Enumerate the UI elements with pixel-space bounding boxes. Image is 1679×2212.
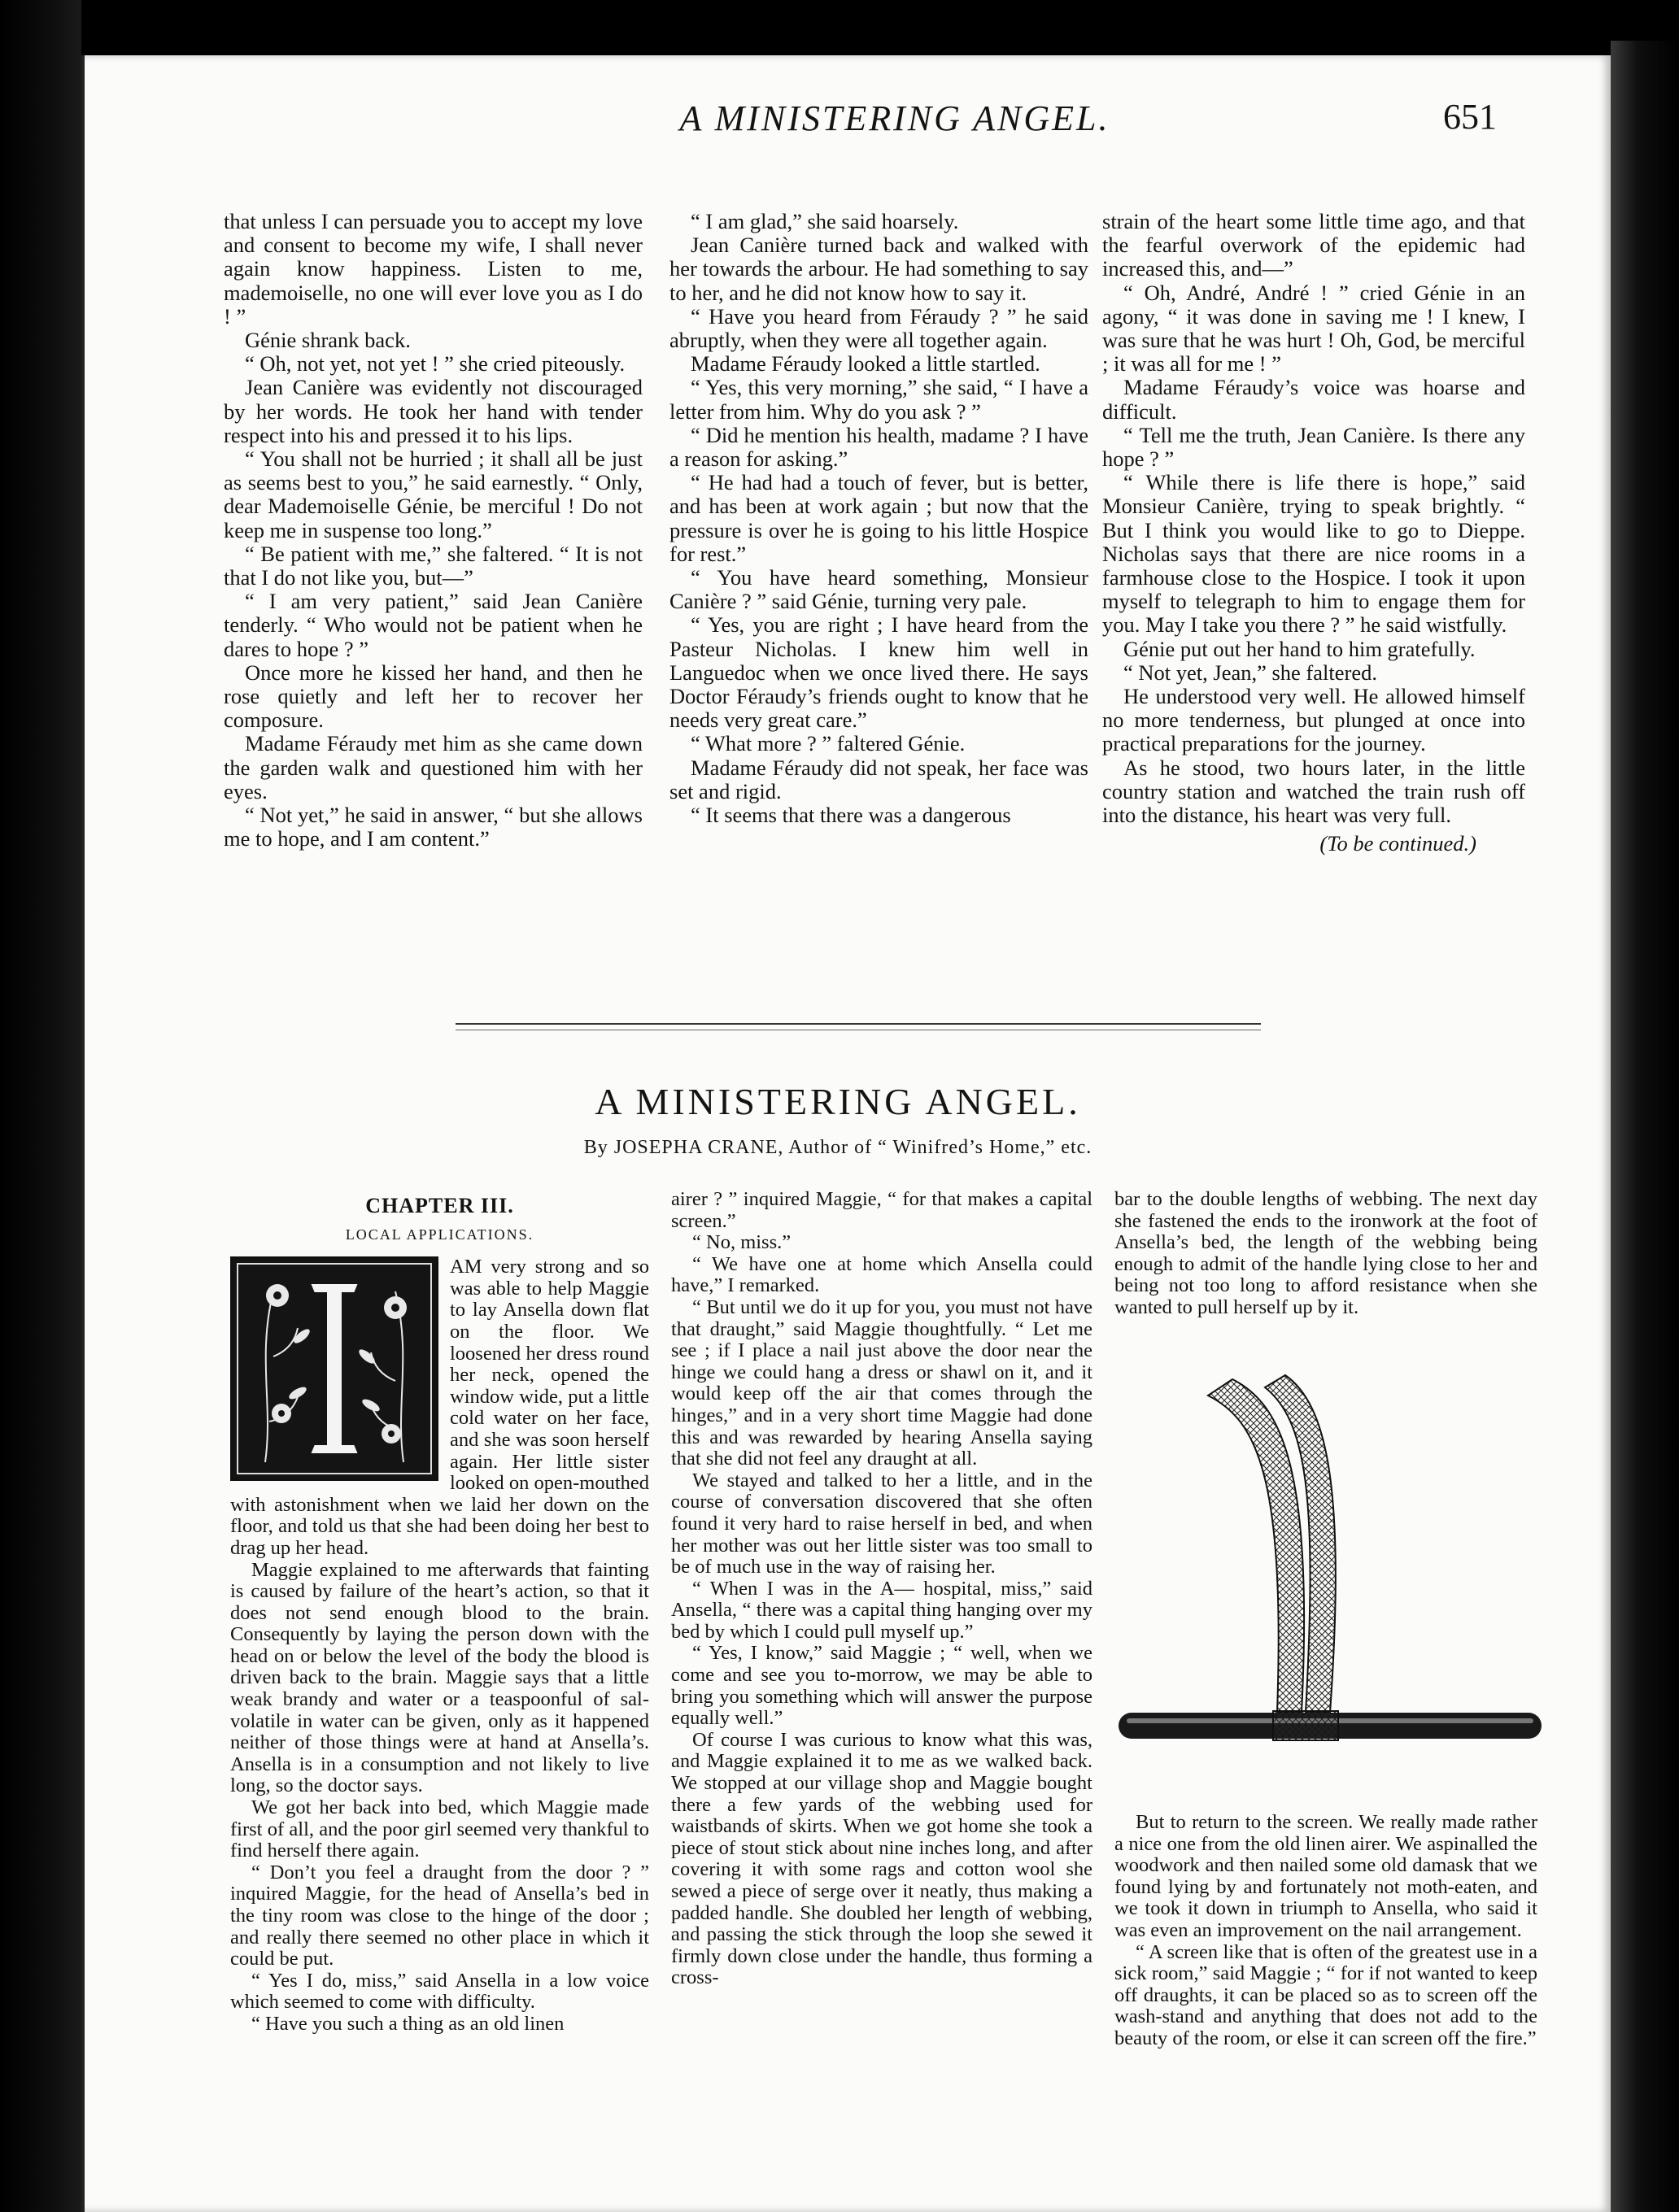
paragraph: “ Yes I do, miss,” said Ansella in a low voice which seemed to come with difficulty.	[230, 1969, 649, 2014]
paragraph: “ Be patient with me,” she faltered. “ It is not that I do not like you, but—”	[224, 541, 643, 590]
paragraph: “ Did he mention his health, madame ? I have a reason for asking.”	[669, 422, 1088, 472]
gutter-line	[81, 55, 85, 2212]
paragraph: Jean Canière turned back and walked with her towards the arbour. He had something to say to her, and he did not know how to say it.	[669, 233, 1088, 305]
paragraph: Of course I was curious to know what this was, and Maggie explained it to me as we walked back. We stopped at our village shop and Maggie bought there a few yards of the webbing used for waistbands of skirts. When we got home she took a piece of stout stick about nine inches long, and after covering it with some rags and cotton wool she sewed a piece of serge over it neatly, thus making a padded handle. She doubled her length of webbing, and passing the stick through the loop she sewed it firmly down close under the handle, thus forming a cross-	[671, 1728, 1092, 1989]
paragraph: Génie shrank back.	[245, 328, 411, 353]
paragraph: airer ? ” inquired Maggie, “ for that makes a capital screen.”	[671, 1188, 1092, 1232]
paragraph: He understood very well. He allowed himself no more tenderness, but plunged at once into practical preparations for the journey.	[1102, 684, 1525, 756]
paragraph: We stayed and talked to her a little, and in the course of conversation discovered that she often found it very hard to raise herself in bed, and when her mother was out her little sister was too small to be of much use in the way of raising her.	[671, 1469, 1092, 1578]
running-head: A MINISTERING ANGEL.	[679, 98, 1110, 138]
top-column-3	[1102, 210, 1525, 856]
paragraph: “ Not yet,” he said in answer, “ but she allows me to hope, and I am content.”	[224, 803, 643, 851]
paragraph: “ A screen like that is often of the greatest use in a sick room,” said Maggie ; “ for if not wanted to keep off draughts, it can be placed so as to screen off the wash-stand and anything that does not add to the beauty of the room, or else it can screen off the fire.”	[1114, 1940, 1537, 2049]
top-column-2	[669, 210, 1088, 827]
paragraph: “ No, miss.”	[692, 1231, 792, 1254]
paragraph: Jean Canière was evidently not discouraged by her words. He took her hand with tender respect into his and pressed it to his lips.	[224, 375, 643, 447]
paragraph: Génie put out her hand to him gratefully.	[1123, 636, 1476, 661]
page-number: 651	[1443, 97, 1497, 137]
paragraph: that unless I can persuade you to accept my love and consent to become my wife, I shall never again know happiness. Listen to me, mademoiselle, no one will ever love you as I do ! ”	[224, 209, 643, 329]
article-column-1	[230, 1195, 649, 2036]
book-edge	[1611, 41, 1679, 2212]
paragraph: Madame Féraudy did not speak, her face was set and rigid.	[669, 755, 1088, 803]
paragraph: Madame Féraudy’s voice was hoarse and difficult.	[1102, 375, 1525, 424]
article-column-3-bottom	[1114, 1812, 1537, 2050]
paragraph: Madame Féraudy looked a little startled.	[691, 351, 1040, 377]
chapter-subheading: LOCAL APPLICATIONS.	[345, 1226, 534, 1243]
paragraph: “ He had had a touch of fever, but is better, and has been at work again ; but now that the pressure is over he is going to his little Hospice for rest.”	[669, 470, 1088, 566]
book-spine	[0, 0, 81, 2212]
paragraph: “ You have heard something, Monsieur Canière ? ” said Génie, turning very pale.	[669, 565, 1088, 614]
paragraph: “ Oh, not yet, not yet ! ” she cried piteously.	[245, 351, 626, 377]
paragraph: bar to the double lengths of webbing. The next day she fastened the ends to the ironwork at the foot of Ansella’s bed, the length of the webbing being enough to admit of the handle lying close to her and being not too long to afford resistance when she wanted to pull herself up by it.	[1114, 1188, 1537, 1318]
paragraph: “ Yes, you are right ; I have heard from the Pasteur Nicholas. I knew him well in Languedoc when we once lived there. He says Doctor Féraudy’s friends ought to know that he needs very great care.”	[669, 612, 1088, 733]
paragraph: “ Oh, André, André ! ” cried Génie in an agony, “ it was done in saving me ! I knew, I was sure that he was hurt ! Oh, God, be merciful ; it was all for me ! ”	[1102, 280, 1525, 377]
paragraph: “ When I was in the A— hospital, miss,” said Ansella, “ there was a capital thing hanging over my bed by which I could pull myself up.”	[671, 1577, 1092, 1643]
paragraph: strain of the heart some little time ago, and that the fearful overwork of the epidemic had increased this, and—”	[1102, 209, 1525, 281]
paragraph: “ I am very patient,” said Jean Canière tenderly. “ Who would not be patient when he dares to hope ? ”	[224, 589, 643, 661]
top-column-1	[224, 210, 643, 851]
paragraph: “ It seems that there was a dangerous	[691, 803, 1011, 828]
paragraph: AM very strong and so was able to help Maggie to lay Ansella down flat on the floor. We loosened her dress round her neck, opened the window wide, put a little cold water on her face, and she was soon herself again. Her little sister looked on open-mouthed with astonishment when we laid her down on the floor, and told us that she had been doing her best to drag up her head.	[230, 1256, 649, 1559]
paragraph: “ Don’t you feel a draught from the door ? ” inquired Maggie, for the head of Ansella’s bed in the tiny room was close to the hinge of the door ; and really there seemed no other place in which it could be put.	[230, 1861, 649, 1970]
article-column-2	[671, 1189, 1092, 1989]
article-title: A MINISTERING ANGEL.	[595, 1081, 1081, 1122]
paragraph: “ Yes, I know,” said Maggie ; “ well, when we come and see you to-morrow, we may be able to bring you something which will answer the purpose equally well.”	[671, 1642, 1092, 1730]
paragraph: “ But until we do it up for you, you must not have that draught,” said Maggie thoughtfully. “ Let me see ; if I place a nail just above the door near the hinge we could hang a dress or shawl on it, and it would keep off the air that comes through the hinges,” and in a very short time Maggie had done this and was rewarded by hearing Ansella saying that she did not feel any draught at all.	[671, 1295, 1092, 1470]
paragraph: “ Have you heard from Féraudy ? ” he said abruptly, when they were all together again.	[669, 303, 1088, 353]
chapter-heading: CHAPTER III.	[365, 1194, 514, 1217]
paragraph: “ Tell me the truth, Jean Canière. Is there any hope ? ”	[1102, 422, 1525, 472]
paragraph: “ I am glad,” she said hoarsely.	[691, 209, 959, 233]
paragraph: “ What more ? ” faltered Génie.	[691, 731, 966, 756]
section-divider	[456, 1023, 1261, 1030]
paragraph: Once more he kissed her hand, and then he rose quietly and left her to recover her composure.	[224, 660, 643, 733]
paragraph: “ Yes, this very morning,” she said, “ I have a letter from him. Why do you ask ? ”	[669, 375, 1088, 424]
webbing-handle-illustration-icon	[1110, 1371, 1550, 1778]
paragraph: “ Have you such a thing as an old linen	[251, 2012, 565, 2035]
article-column-3-top	[1114, 1189, 1537, 1319]
paragraph: “ While there is life there is hope,” said Monsieur Canière, trying to speak brightly. “ But I think you would like to go to Dieppe. Nicholas says that there are nice rooms in a farmhouse close to the Hospice. I took it upon myself to telegraph to him to engage them for you. May I take you there ? ” he said wistfully.	[1102, 470, 1525, 638]
paragraph: As he stood, two hours later, in the little country station and watched the train rush off into the distance, his heart was very full.	[1102, 755, 1525, 828]
decorated-initial-i-icon	[230, 1256, 438, 1481]
paragraph: Madame Féraudy met him as she came down the garden walk and questioned him with her eyes.	[224, 731, 643, 803]
article-byline: By JOSEPHA CRANE, Author of “ Winifred’s Home,” etc.	[583, 1137, 1092, 1158]
paragraph: “ Not yet, Jean,” she faltered.	[1123, 660, 1377, 685]
paragraph: But to return to the screen. We really made rather a nice one from the old linen airer. We aspinalled the woodwork and then nailed some old damask that we found lying by and fortunately not moth-eaten, and we took it down in triumph to Ansella, who said it was even an improvement on the nail arrangement.	[1114, 1811, 1537, 1941]
paragraph: “ We have one at home which Ansella could have,” I remarked.	[671, 1252, 1092, 1297]
paragraph: We got her back into bed, which Maggie made first of all, and the poor girl seemed very thankful to find herself there again.	[230, 1796, 649, 1862]
paragraph: “ You shall not be hurried ; it shall all be just as seems best to you,” he said earnestly. “ Only, dear Mademoiselle Génie, be merciful ! Do not keep me in suspense too long.”	[224, 446, 643, 542]
paragraph: Maggie explained to me afterwards that fainting is caused by failure of the heart’s action, so that it does not send enough blood to the brain. Consequently by laying the person down with the head on or below the level of the body the blood is driven back to the brain. Maggie says that a little weak brandy and water or a teaspoonful of sal-volatile in water can be given, only as it happened neither of those things were at hand at Ansella’s. Ansella is in a consumption and not likely to live long, so the doctor says.	[230, 1558, 649, 1797]
to-be-continued: (To be continued.)	[1319, 831, 1476, 856]
